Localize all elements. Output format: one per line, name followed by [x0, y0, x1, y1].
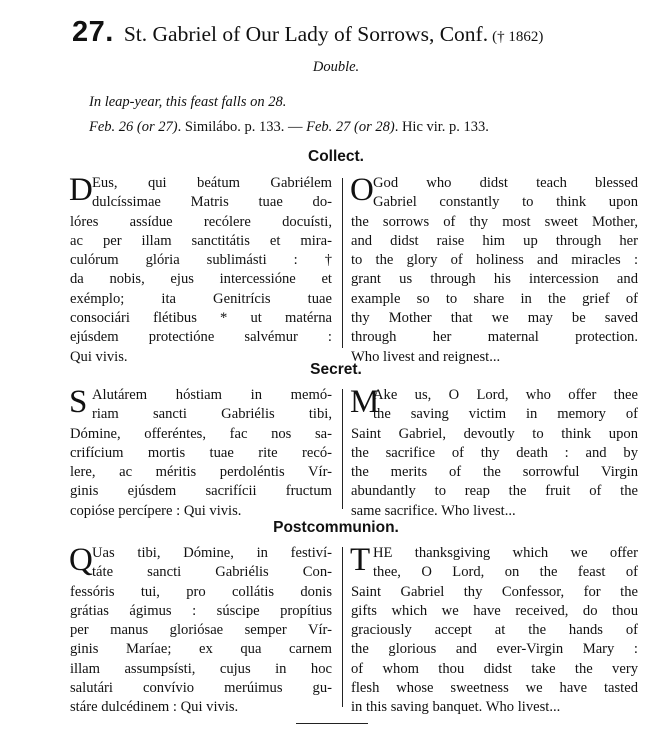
text-line: fessóris tui, pro collátis donis [70, 583, 332, 600]
feast-heading [72, 16, 652, 49]
text-line: grátias ágimus : súscipe propítius [70, 602, 332, 619]
text-line: culórum glória sublimásti : † [70, 252, 332, 269]
text-line: Alutárem hóstiam in memó- [92, 387, 332, 403]
feast-number: 27. [72, 16, 114, 48]
collect-english [351, 174, 638, 367]
text-line: thy Mother that we may be saved [351, 310, 638, 327]
text-line: crifícium mortis tuae rite recó- [70, 444, 332, 461]
text-line: ginis ejúsdem sacrifícii fructum [70, 483, 332, 500]
text-line: Eus, qui beátum Gabriélem [92, 175, 332, 191]
text-line: the sorrows of thy most sweet Mother, [351, 213, 638, 230]
text-line: táte sancti Gabriélis Con- [92, 564, 332, 581]
section-end-rule [296, 723, 368, 724]
text-line: same sacrifice. Who livest... [351, 502, 516, 519]
text-line: the merits of the sorrowful Virgin [351, 464, 638, 481]
secret-latin-initial: S [69, 384, 88, 420]
text-line: flesh whose sweetness we have tasted [351, 680, 638, 697]
column-divider [342, 547, 343, 707]
date-reference-b: Feb. 27 (or 28) [306, 119, 395, 135]
text-line: the glorious and ever-Virgin Mary : [351, 641, 638, 658]
text-line: Who livest and reignest... [351, 348, 501, 365]
column-divider [342, 178, 343, 348]
text-line: stáre dulcédinem : Qui vivis. [70, 699, 239, 716]
date-reference-a: Feb. 26 (or 27) [89, 119, 178, 135]
text-reference-b: . Hic vir. p. 133. [394, 119, 489, 135]
secret-english [351, 386, 638, 521]
text-line: HE thanksgiving which we offer [373, 545, 638, 561]
text-line: Qui vivis. [70, 348, 128, 365]
text-line: Saint Gabriel, devoutly to think upon [351, 425, 638, 442]
secret-heading: Secret. [310, 361, 362, 378]
text-line: ginis Maríae; ex qua carnem [70, 641, 332, 658]
text-reference-a: . Similábo. p. 133. — [177, 119, 307, 135]
text-line: riam sancti Gabriélis tibi, [92, 406, 332, 423]
collect-latin [70, 174, 332, 367]
text-line: thee, O Lord, on the feast of [373, 564, 638, 581]
secret-english-initial: M [350, 384, 380, 420]
text-line: per manus gloriósae semper Vír- [70, 622, 332, 639]
secret-latin [70, 386, 332, 521]
text-line: abundantly to reap the fruit of the [351, 483, 638, 500]
text-line: Gabriel constantly to think upon [373, 194, 638, 211]
text-line: da nobis, ejus intercessióne et [70, 271, 332, 288]
postcommunion-english-initial: T [350, 542, 371, 578]
text-line: consociári flétibus * ut matérna [70, 310, 332, 327]
text-line: copióse percípere : Qui vivis. [70, 502, 242, 519]
feast-death-year: († 1862) [492, 29, 544, 45]
text-line: the saving victim in memory of [373, 406, 638, 423]
postcommunion-latin [70, 544, 332, 718]
postcommunion-heading: Postcommunion. [273, 519, 399, 536]
collect-heading: Collect. [308, 148, 364, 165]
leap-year-note: In leap-year, this feast falls on 28. [89, 94, 287, 110]
text-line: of whom thou didst take the very [351, 660, 638, 677]
text-line: in this saving banquet. Who livest... [351, 699, 561, 716]
feast-rank: Double. [312, 59, 360, 75]
collect-english-initial: O [350, 172, 374, 208]
text-line: Saint Gabriel thy Confessor, for the [351, 583, 638, 600]
text-line: ac per illam sanctitátis et mira- [70, 232, 332, 249]
text-line: lere, ac méritis perdoléntis Vír- [70, 464, 332, 481]
text-line: lóres assídue recólere docuísti, [70, 213, 332, 230]
text-line: illam assumpsísti, cujus in hoc [70, 660, 332, 677]
postcommunion-latin-initial: Q [69, 542, 93, 578]
text-line: dulcíssimae Matris tuae do- [92, 194, 332, 211]
collect-latin-initial: D [69, 172, 93, 208]
text-line: ejúsdem protectióne salvémur : [70, 329, 332, 346]
text-line: and didst raise him up through her [351, 232, 638, 249]
text-line: Uas tibi, Dómine, in festiví- [92, 545, 332, 561]
text-line: graciously accept at the hands of [351, 622, 638, 639]
text-line: God who didst teach blessed [373, 175, 638, 191]
text-line: example so to share in the grief of [351, 290, 638, 307]
text-line: through her maternal protection. [351, 329, 638, 346]
text-line: grant us through his intercession and [351, 271, 638, 288]
text-line: Ake us, O Lord, who offer thee [373, 387, 638, 403]
text-line: gifts which we have received, do thou [351, 602, 638, 619]
text-line: the sacrifice of thy death : and by [351, 444, 638, 461]
text-line: exémplo; ita Genitrícis tuae [70, 290, 332, 307]
leap-year-references [89, 119, 489, 136]
feast-title: St. Gabriel of Our Lady of Sorrows, Conf. [123, 22, 489, 46]
text-line: to the glory of holiness and miracles : [351, 252, 638, 269]
text-line: Dómine, offeréntes, fac nos sa- [70, 425, 332, 442]
text-line: salutári convívio merúimus gu- [70, 680, 332, 697]
column-divider [342, 389, 343, 509]
postcommunion-english [351, 544, 638, 718]
